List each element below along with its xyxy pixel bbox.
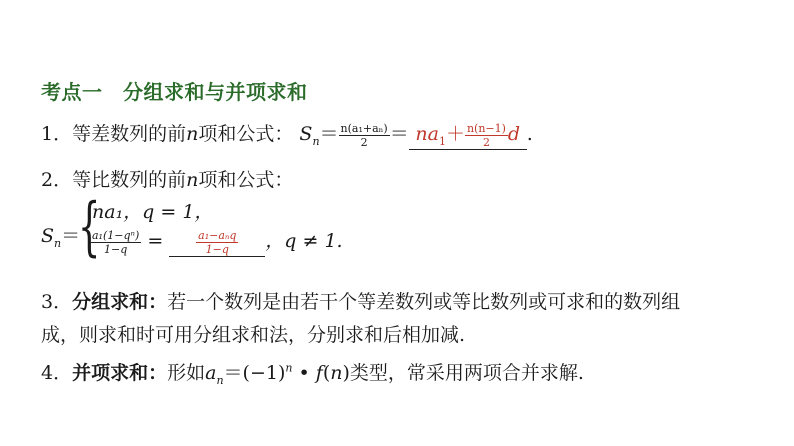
- item-4-text-1: 形如: [167, 362, 206, 384]
- item-3-line-1: [41, 287, 680, 314]
- item-2-lhs: [41, 221, 80, 250]
- item-2-S: S: [41, 225, 55, 247]
- item-1-answer-fraction: [465, 122, 508, 149]
- item-2-answer-den: 1−q: [196, 242, 238, 256]
- item-4-num: 4．: [41, 362, 73, 384]
- item-2-eq: ＝: [61, 225, 81, 247]
- item-2-case-2-eq: =: [147, 230, 164, 252]
- item-1-eq2: ＝: [389, 123, 409, 145]
- item-1-answer-na: na: [415, 123, 439, 145]
- item-2-answer: [169, 229, 265, 257]
- item-1-S-sub: n: [312, 134, 320, 148]
- item-4-f: f: [315, 362, 323, 384]
- item-2-case-2-fraction: [90, 229, 141, 256]
- item-4-a: a: [205, 362, 217, 384]
- item-1-answer: [409, 119, 527, 150]
- item-1-suffix: 项和公式：: [198, 123, 294, 145]
- section-heading: 考点一 分组求和与并项求和: [41, 80, 308, 104]
- item-2-case-2-tail: ，q ≠ 1.: [265, 230, 343, 252]
- item-1-answer-sub: 1: [438, 134, 446, 148]
- item-1: [41, 119, 533, 150]
- item-1-fraction: [339, 122, 390, 149]
- item-4-sup: n: [285, 361, 293, 375]
- item-2-S-sub: n: [54, 236, 62, 250]
- item-1-answer-fraction-num: n(n−1): [466, 121, 506, 135]
- item-1-eq: ＝: [319, 123, 339, 145]
- item-1-answer-plus: ＋: [445, 123, 465, 145]
- item-3-line-2: 成，则求和时可用分组求和法，分别求和后相加减.: [41, 324, 466, 346]
- item-1-answer-d: d: [507, 123, 521, 145]
- item-4-text-5: )类型，常采用两项合并求解.: [342, 362, 584, 384]
- item-2-prefix: 2．等比数列的前: [41, 169, 187, 191]
- item-2-case-2: [90, 226, 343, 257]
- item-2-case-2-num: a₁(1−qⁿ): [92, 228, 140, 242]
- item-3-text-1: 若一个数列是由若干个等差数列或等比数列或可求和的数列组: [167, 291, 681, 313]
- item-4-text-2: ＝(−1): [223, 362, 286, 384]
- item-3-num: 3．: [41, 291, 73, 313]
- item-4-n: n: [330, 362, 343, 384]
- item-2-suffix: 项和公式：: [198, 169, 294, 191]
- item-1-n: n: [186, 123, 199, 145]
- item-1-S: S: [299, 123, 313, 145]
- item-4-title: 并项求和：: [72, 362, 168, 384]
- item-1-end: .: [526, 123, 533, 145]
- item-2-title: [41, 165, 293, 192]
- item-4-text-4: (: [322, 362, 331, 384]
- item-2-answer-num: a₁−aₙq: [198, 228, 237, 242]
- item-2-case-2-den: 1−q: [90, 242, 141, 256]
- item-1-prefix: 1．等差数列的前: [41, 123, 187, 145]
- item-2-answer-fraction: [196, 229, 238, 256]
- item-4-text-3: •: [292, 362, 316, 384]
- piecewise-brace: {: [78, 190, 101, 264]
- item-1-fraction-den: 2: [339, 135, 390, 149]
- item-1-answer-fraction-den: 2: [465, 135, 508, 149]
- item-2-n: n: [186, 169, 199, 191]
- item-2-case-1: na₁，q = 1，: [92, 201, 214, 223]
- item-1-fraction-num: n(a₁+aₙ): [340, 121, 388, 135]
- item-3-title: 分组求和：: [72, 291, 168, 313]
- item-4: [41, 358, 584, 387]
- item-4-a-sub: n: [216, 373, 224, 387]
